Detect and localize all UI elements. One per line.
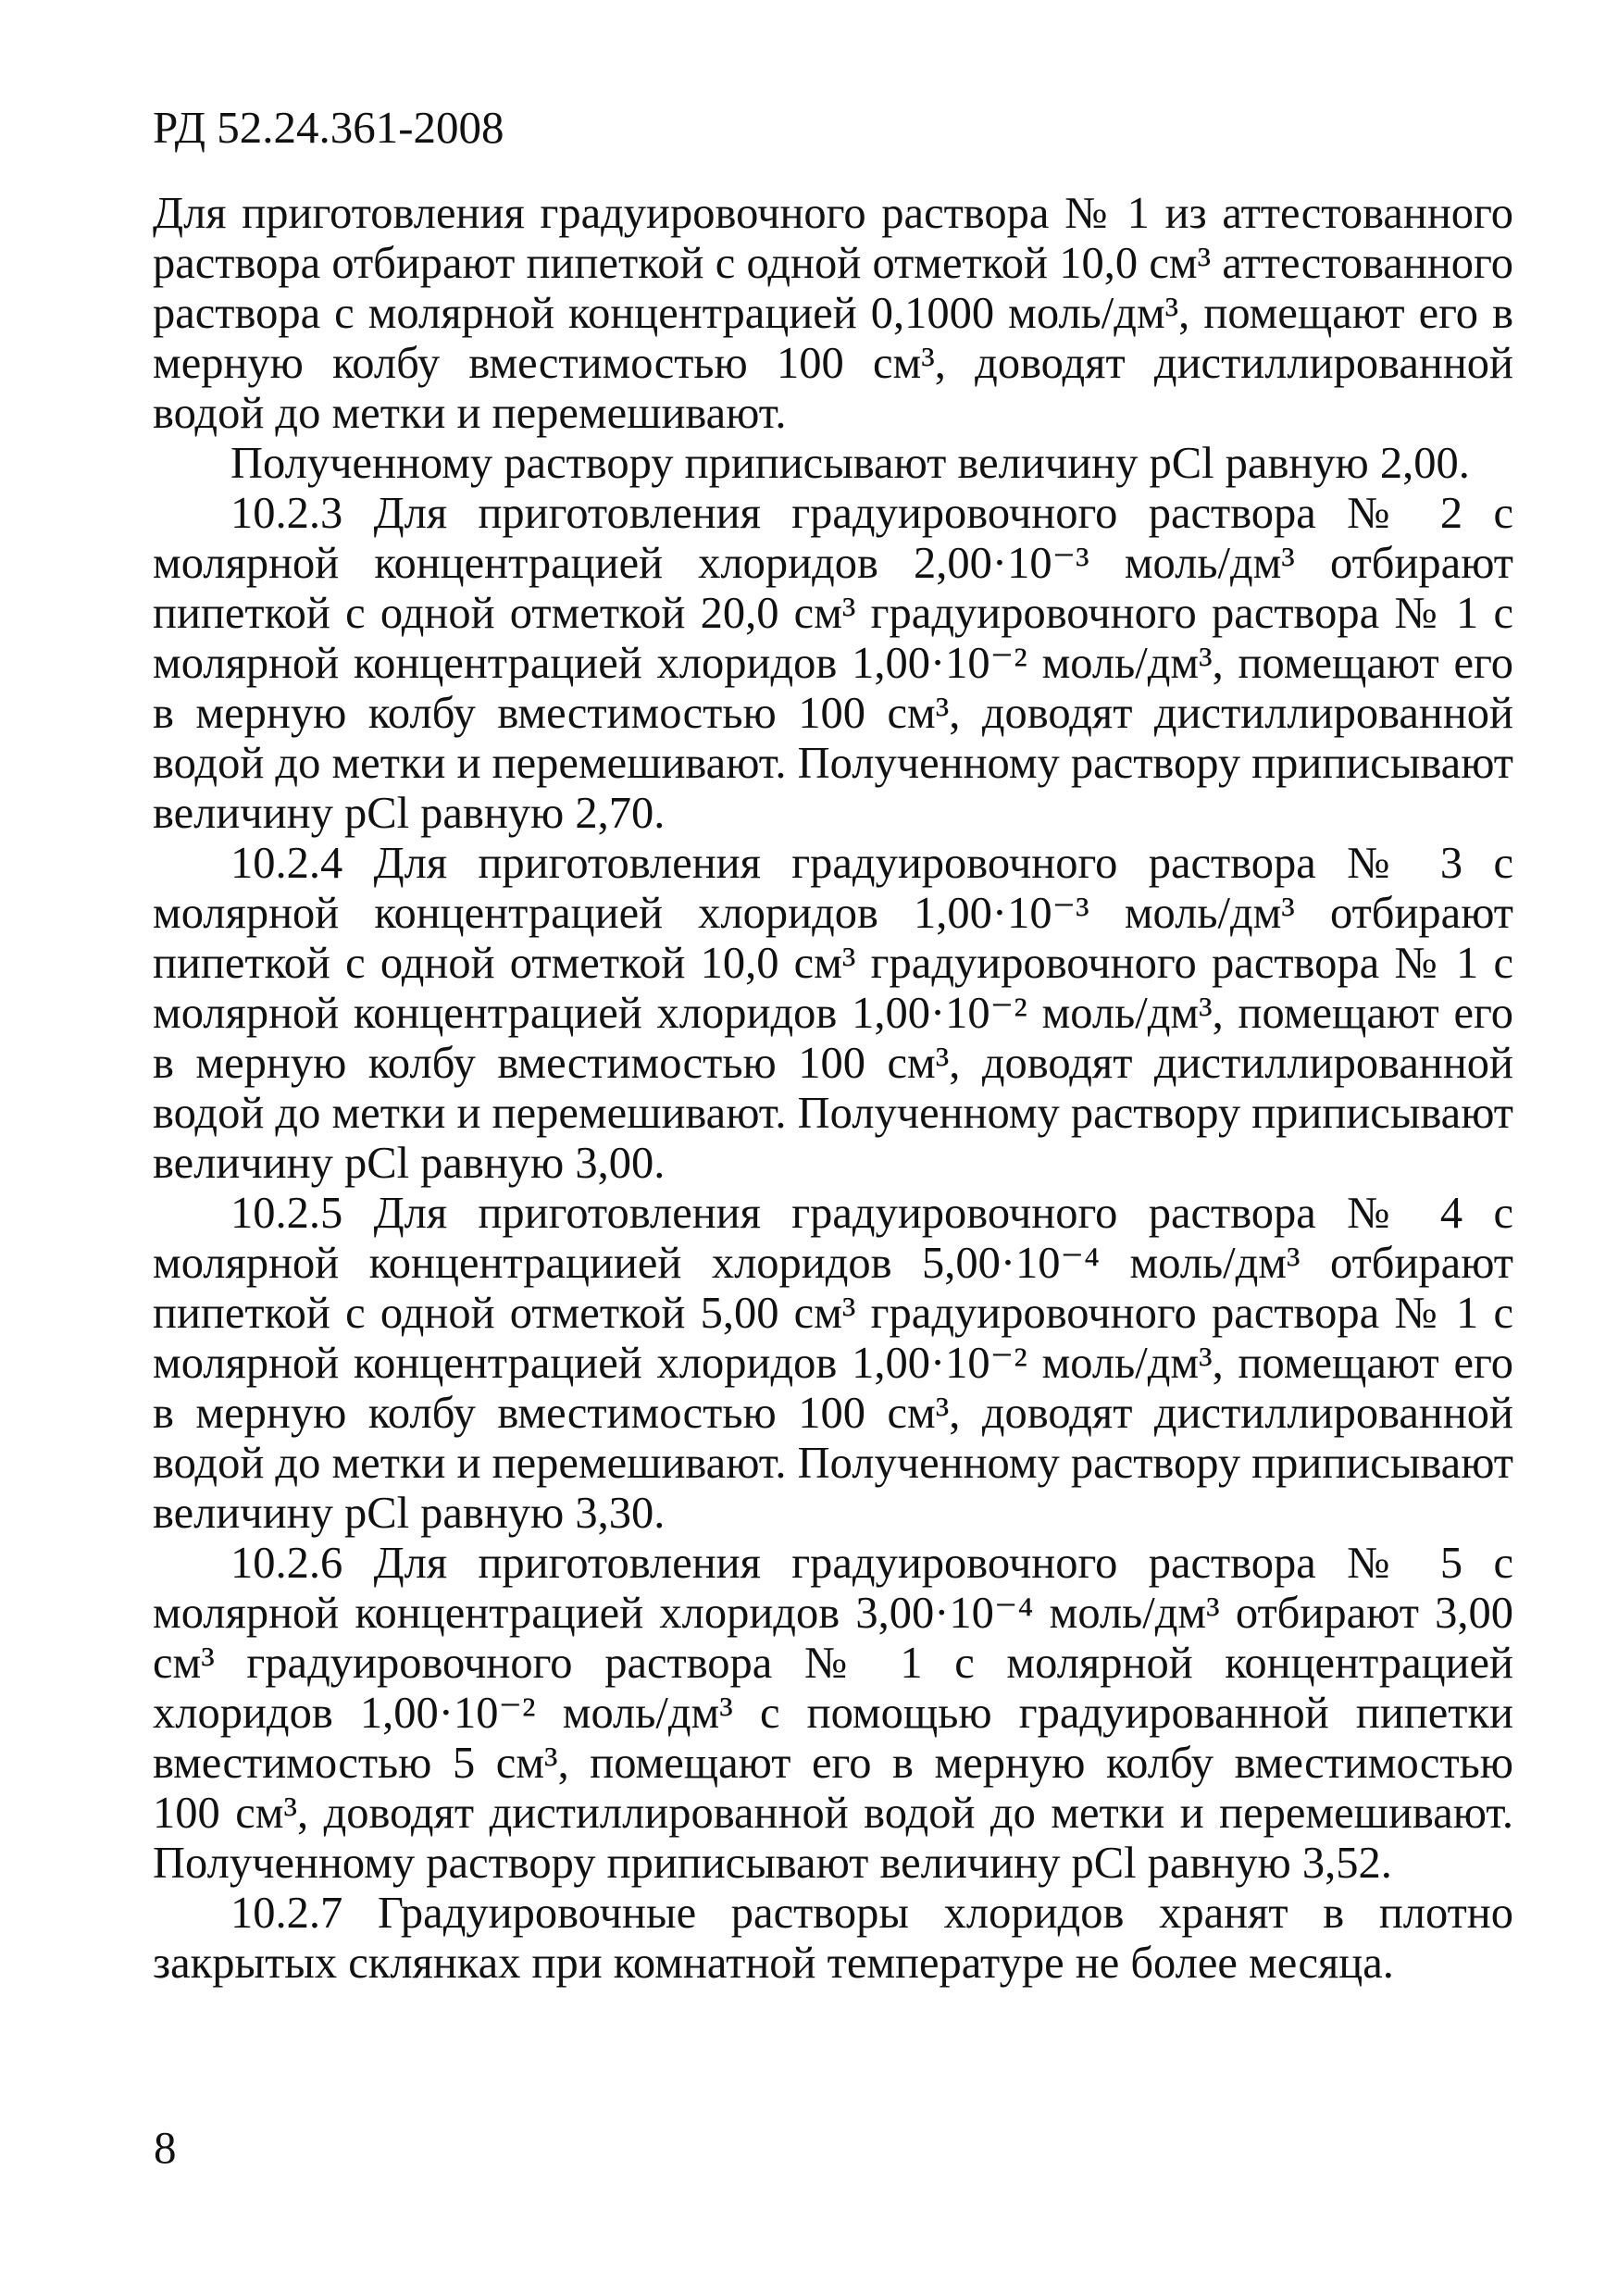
paragraph-10-2-4: 10.2.4 Для приготовления градуировочного раствора № 3 с молярной концентрацией хлоридов 1,00·10⁻³ моль/дм³ отбирают пипеткой с одной отметкой 10,0 см³ градуировочного раствора № 1 с молярной концентрацией хлоридов 1,00·10⁻² моль/дм³, помещают его в мерную колбу вместимостью 100 см³, доводят дистиллированной водой до метки и перемешивают. Полученному раствору приписывают величину pCl равную 3,00.: [153, 839, 1513, 1188]
body-text: [153, 189, 1513, 1989]
paragraph-10-2-3: 10.2.3 Для приготовления градуировочного раствора № 2 с молярной концентрацией хлоридов 2,00·10⁻³ моль/дм³ отбирают пипеткой с одной отметкой 20,0 см³ градуировочного раствора № 1 с молярной концентрацией хлоридов 1,00·10⁻² моль/дм³, помещают его в мерную колбу вместимостью 100 см³, доводят дистиллированной водой до метки и перемешивают. Полученному раствору приписывают величину pCl равную 2,70.: [153, 489, 1513, 838]
paragraph-10-2-6: 10.2.6 Для приготовления градуировочного раствора № 5 с молярной концентрацией хлоридов 3,00·10⁻⁴ моль/дм³ отбирают 3,00 см³ градуировочного раствора № 1 с молярной концентрацией хлоридов 1,00·10⁻² моль/дм³ с помощью градуированной пипетки вместимостью 5 см³, помещают его в мерную колбу вместимостью 100 см³, доводят дистиллированной водой до метки и перемешивают. Полученному раствору приписывают величину pCl равную 3,52.: [153, 1539, 1513, 1888]
paragraph-calibration-solution-1: Для приготовления градуировочного раствора № 1 из аттестованного раствора отбирают пипеткой с одной отметкой 10,0 см³ аттестованного раствора с молярной концентрацией 0,1000 моль/дм³, помещают его в мерную колбу вместимостью 100 см³, доводят дистиллированной водой до метки и перемешивают.: [153, 189, 1513, 438]
paragraph-pcl-2-00: Полученному раствору приписывают величину pCl равную 2,00.: [230, 439, 1470, 488]
paragraph-10-2-7: 10.2.7 Градуировочные растворы хлоридов хранят в плотно закрытых склянках при комнатной температуре не более месяца.: [153, 1889, 1513, 1988]
page-number: 8: [154, 2122, 177, 2173]
page-header: РД 52.24.361-2008: [153, 102, 504, 153]
paragraph-10-2-5: 10.2.5 Для приготовления градуировочного раствора № 4 с молярной концентрациией хлоридов 5,00·10⁻⁴ моль/дм³ отбирают пипеткой с одной отметкой 5,00 см³ градуировочного раствора № 1 с молярной концентрацией хлоридов 1,00·10⁻² моль/дм³, помещают его в мерную колбу вместимостью 100 см³, доводят дистиллированной водой до метки и перемешивают. Полученному раствору приписывают величину pCl равную 3,30.: [153, 1189, 1513, 1538]
